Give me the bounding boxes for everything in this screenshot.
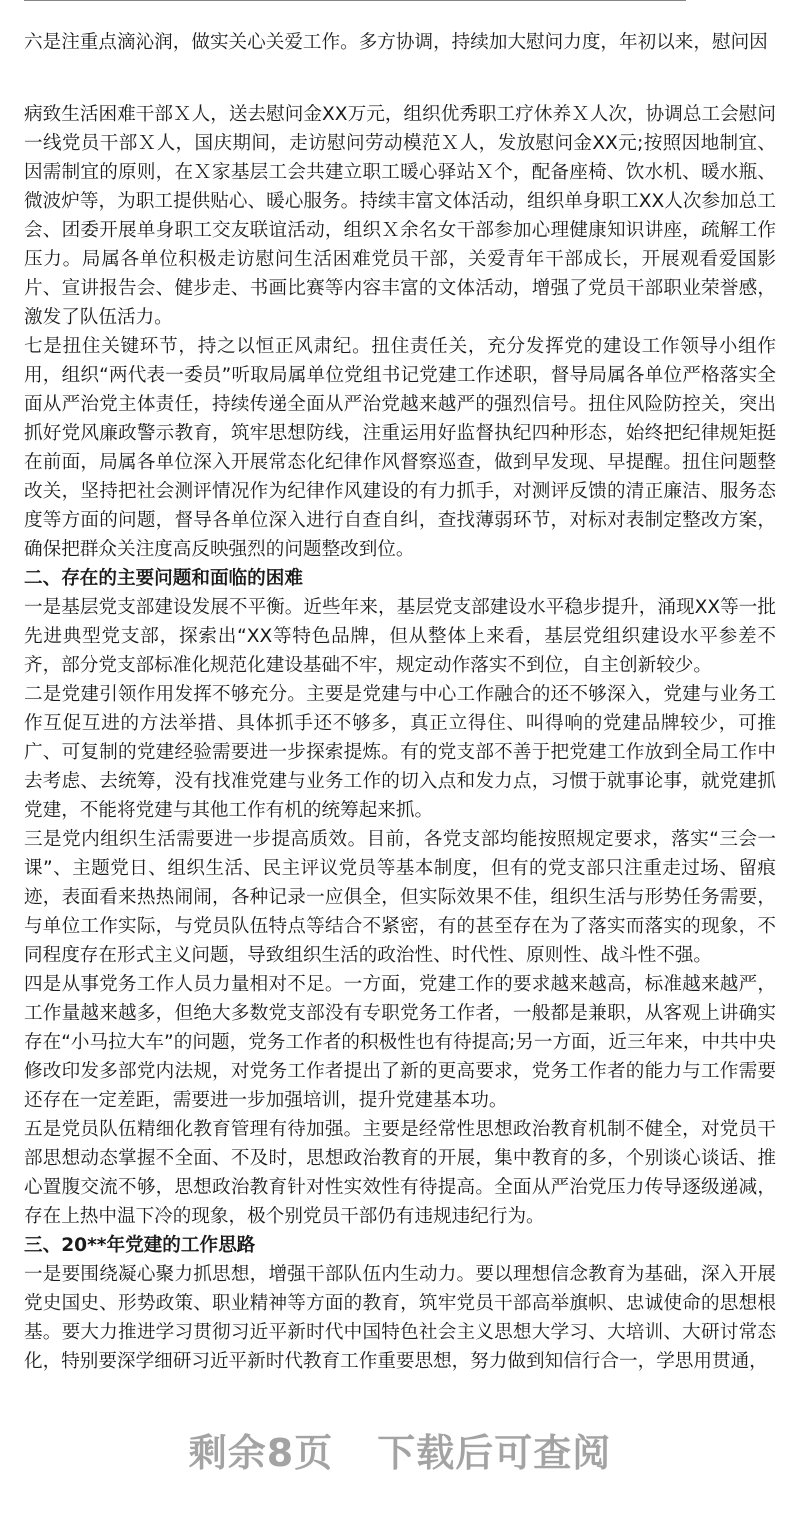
section-heading: 三、20**年党建的工作思路 bbox=[24, 1235, 256, 1256]
document-body bbox=[0, 100, 800, 1376]
clipped-previous-line bbox=[24, 0, 776, 4]
download-to-view-label[interactable]: 下载后可查阅 bbox=[377, 1431, 612, 1475]
paragraph-six: 六是注重点滴沁润，做实关心关爱工作。多方协调，持续加大慰问力度，年初以来，慰问因 bbox=[24, 32, 768, 53]
paragraph: 病致生活困难干部Ｘ人，送去慰问金XX万元，组织优秀职工疗休养Ｘ人次，协调总工会慰问一线党员干部Ｘ人，国庆期间，走访慰问劳动模范Ｘ人，发放慰问金XX元;按照因地制宜、因需制宜的原则，在Ｘ家基层工会共建立职工暖心驿站Ｘ个，配备座椅、饮水机、暖水瓶、微波炉等，为职工提供贴心、暖心服务。持续丰富文体活动，组织单身职工XX人次参加总工会、团委开展单身职工交友联谊活动，组织Ｘ余名女干部参加心理健康知识讲座，疏解工作压力。局属各单位积极走访慰问生活困难党员干部，关爱青年干部成长，开展观看爱国影片、宣讲报告会、健步走、书画比赛等内容丰富的文体活动，增强了党员干部职业荣誉感，激发了队伍活力。 bbox=[24, 104, 776, 328]
section-heading: 二、存在的主要问题和面临的困难 bbox=[24, 568, 303, 589]
paragraph: 二是党建引领作用发挥不够充分。主要是党建与中心工作融合的还不够深入，党建与业务工作互促互进的方法举措、具体抓手还不够多，真正立得住、叫得响的党建品牌较少，可推广、可复制的党建经验需要进一步探索提炼。有的党支部不善于把党建工作放到全局工作中去考虑、去统筹，没有找准党建与业务工作的切入点和发力点，习惯于就事论事，就党建抓党建，不能将党建与其他工作有机的统筹起来抓。 bbox=[24, 684, 776, 821]
paragraph: 五是党员队伍精细化教育管理有待加强。主要是经常性思想政治教育机制不健全，对党员干部思想动态掌握不全面、不及时，思想政治教育的开展，集中教育的多，个别谈心谈话、推心置腹交流不够，思想政治教育针对性实效性有待提高。全面从严治党压力传导逐级递减，存在上热中温下冷的现象，极个别党员干部仍有违规违纪行为。 bbox=[24, 1119, 776, 1227]
paragraph: 一是基层党支部建设发展不平衡。近些年来，基层党支部建设水平稳步提升，涌现XX等一批先进典型党支部，探索出“XX等特色品牌，但从整体上来看，基层党组织建设水平参差不齐，部分党支部标准化规范化建设基础不牢，规定动作落实不到位，自主创新较少。 bbox=[24, 597, 776, 676]
paragraph: 七是扭住关键环节，持之以恒正风肃纪。扭住责任关，充分发挥党的建设工作领导小组作用，组织“两代表一委员”听取局属单位党组书记党建工作述职，督导局属各单位严格落实全面从严治党主体责任，持续传递全面从严治党越来越严的强烈信号。扭住风险防控关，突出抓好党风廉政警示教育，筑牢思想防线，注重运用好监督执纪四种形态，始终把纪律规矩挺在前面，局属各单位深入开展常态化纪律作风督察巡查，做到早发现、早提醒。扭住问题整改关，坚持把社会测评情况作为纪律作风建设的有力抓手，对测评反馈的清正廉洁、服务态度等方面的问题，督导各单位深入进行自查自纠，查找薄弱环节，对标对表制定整改方案，确保把群众关注度高反映强烈的问题整改到位。 bbox=[24, 336, 776, 560]
paragraph: 一是要围绕凝心聚力抓思想，增强干部队伍内生动力。要以理想信念教育为基础，深入开展党史国史、形势政策、职业精神等方面的教育，筑牢党员干部高举旗帜、忠诚使命的思想根基。要大力推进学习贯彻习近平新时代中国特色社会主义思想大学习、大培训、大研讨常态化，特别要深学细研习近平新时代教育工作重要思想，努力做到知信行合一，学思用贯通， bbox=[24, 1264, 776, 1372]
remaining-pages-label: 剩余8页 bbox=[188, 1431, 334, 1475]
download-prompt[interactable] bbox=[0, 1422, 800, 1477]
paragraph: 四是从事党务工作人员力量相对不足。一方面，党建工作的要求越来越高，标准越来越严，工作量越来越多，但绝大多数党支部没有专职党务工作者，一般都是兼职，从客观上讲确实存在“小马拉大车”的问题，党务工作者的积极性也有待提高;另一方面，近三年来，中共中央修改印发多部党内法规，对党务工作者提出了新的更高要求，党务工作者的能力与工作需要还存在一定差距，需要进一步加强培训，提升党建基本功。 bbox=[24, 974, 776, 1111]
paragraph: 三是党内组织生活需要进一步提高质效。目前，各党支部均能按照规定要求，落实“三会一课”、主题党日、组织生活、民主评议党员等基本制度，但有的党支部只注重走过场、留痕迹，表面看来热热闹闹，各种记录一应俱全，但实际效果不佳，组织生活与形势任务需要，与单位工作实际，与党员队伍特点等结合不紧密，有的甚至存在为了落实而落实的现象，不同程度存在形式主义问题，导致组织生活的政治性、时代性、原则性、战斗性不强。 bbox=[24, 829, 776, 966]
